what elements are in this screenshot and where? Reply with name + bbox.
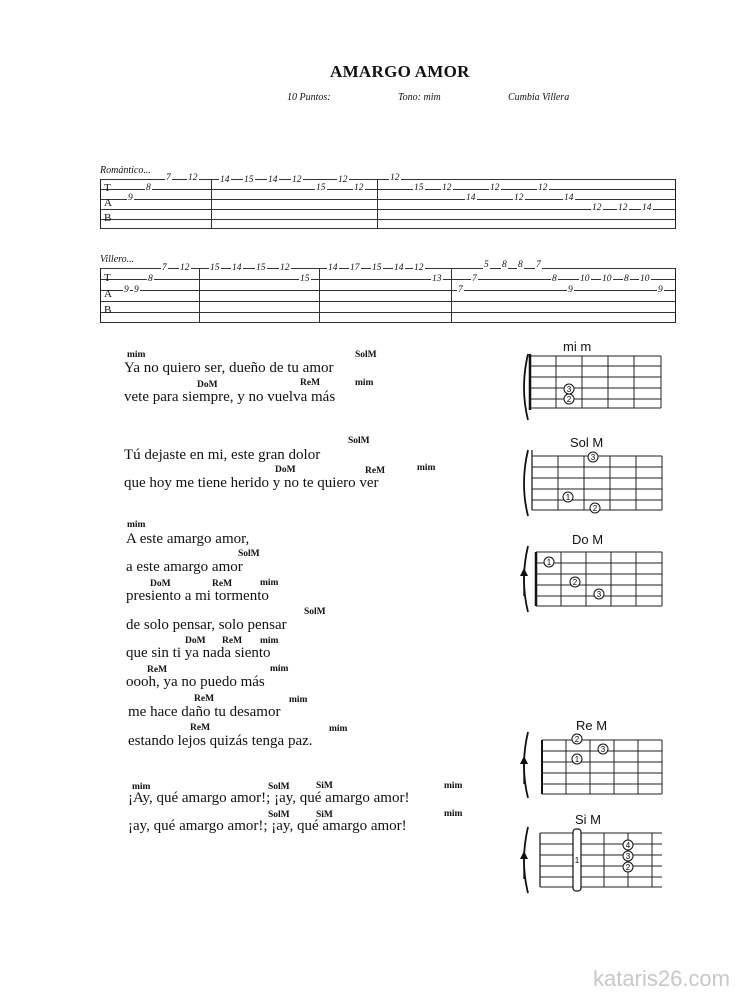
chord: ReM [190, 723, 211, 733]
chord: mim [417, 463, 436, 473]
barre-number: 1 [574, 856, 580, 865]
points-label: 10 Puntos: [287, 92, 331, 103]
chord-diagram-sim [516, 825, 666, 897]
chord: ReM [222, 636, 243, 646]
lyric-line: A este amargo amor, [126, 531, 250, 547]
chord: mim [444, 809, 463, 819]
chord: ReM [194, 694, 215, 704]
lyric-line: ¡Ay, qué amargo amor!; ¡ay, qué amargo amor! [128, 790, 410, 806]
finger-number: 1 [574, 755, 580, 764]
tab-label-romantico: Romántico... [100, 165, 151, 176]
chord: mim [260, 578, 279, 588]
tab2-letter-b: B [104, 304, 112, 316]
chord: ReM [147, 665, 168, 675]
diagram-name-solm: Sol M [570, 435, 604, 450]
diagram-name-sim: Si M [575, 812, 601, 827]
finger-number: 2 [574, 735, 580, 744]
lyric-line: presiento a mi tormento [126, 588, 269, 604]
chord: SolM [268, 782, 290, 792]
chord-diagram-dom [516, 544, 666, 616]
tab2-letter-t: T [104, 272, 111, 284]
lyric-line: a este amargo amor [126, 559, 243, 575]
lyric-line: me hace daño tu desamor [128, 704, 281, 720]
lyric-line: que hoy me tiene herido y no te quiero ver [124, 475, 379, 491]
diagram-name-dom: Do M [572, 532, 604, 547]
chord: mim [444, 781, 463, 791]
chord: mim [329, 724, 348, 734]
chord: SolM [348, 436, 370, 446]
finger-number: 3 [600, 745, 606, 754]
key-label: Tono: mim [398, 92, 441, 103]
lyric-line: estando lejos quizás tenga paz. [128, 733, 313, 749]
tab-staff-villero: T A B 7 12 8 9 9 15 14 15 12 15 14 17 15 14 12 13 5 8 8 7 7 7 8 10 10 8 10 9 9 [100, 268, 676, 323]
genre-label: Cumbia Villera [508, 92, 570, 103]
lyric-line: que sin ti ya nada siento [126, 645, 271, 661]
finger-number: 1 [565, 493, 571, 502]
chord: ReM [365, 466, 386, 476]
watermark: kataris26.com [593, 966, 730, 991]
page-title: AMARGO AMOR [330, 62, 470, 81]
chord-diagram-mim [516, 352, 666, 424]
chord: mim [127, 350, 146, 360]
chord: mim [132, 782, 151, 792]
finger-number: 3 [596, 590, 602, 599]
lyric-line: Ya no quiero ser, dueño de tu amor [124, 360, 334, 376]
chord: DoM [185, 636, 206, 646]
finger-number: 2 [625, 863, 631, 872]
chord: mim [270, 664, 289, 674]
lyric-line: oooh, ya no puedo más [126, 674, 265, 690]
finger-number: 1 [546, 558, 552, 567]
finger-number: 3 [590, 453, 596, 462]
chord: ReM [300, 378, 321, 388]
chord: mim [355, 378, 374, 388]
lyric-line: Tú dejaste en mi, este gran dolor [124, 447, 321, 463]
chord: SolM [268, 810, 290, 820]
chord: SolM [238, 549, 260, 559]
chord: mim [127, 520, 146, 530]
finger-number: 2 [572, 578, 578, 587]
lyric-line: ¡ay, qué amargo amor!; ¡ay, qué amargo amor! [128, 818, 407, 834]
tab2-letter-a: A [104, 288, 112, 300]
chord: SolM [304, 607, 326, 617]
diagram-name-rem: Re M [576, 718, 608, 733]
chord: SiM [316, 810, 333, 820]
chord: DoM [275, 465, 296, 475]
chord: DoM [150, 579, 171, 589]
finger-number: 2 [566, 395, 572, 404]
tab-label-villero: Villero... [100, 254, 135, 265]
chord-diagram-solm [516, 448, 666, 520]
chord: SolM [355, 350, 377, 360]
chord: DoM [197, 380, 218, 390]
finger-number: 4 [625, 841, 631, 850]
chord-diagram-rem [516, 730, 666, 802]
diagram-name-mim: mi m [563, 339, 592, 354]
tab-letter-t: T [104, 182, 111, 194]
tab-letter-b: B [104, 212, 112, 224]
tab-staff-romantico: T A B 7 12 8 9 14 15 14 12 12 15 12 12 15 12 12 12 14 12 14 12 12 14 [100, 179, 676, 229]
finger-number: 2 [592, 504, 598, 513]
chord: SiM [316, 781, 333, 791]
finger-number: 3 [625, 852, 631, 861]
chord: mim [289, 695, 308, 705]
lyric-line: de solo pensar, solo pensar [126, 617, 287, 633]
finger-number: 3 [566, 385, 572, 394]
chord: ReM [212, 579, 233, 589]
chord: mim [260, 636, 279, 646]
tab-letter-a: A [104, 197, 112, 209]
lyric-line: vete para siempre, y no vuelva más [124, 389, 336, 405]
